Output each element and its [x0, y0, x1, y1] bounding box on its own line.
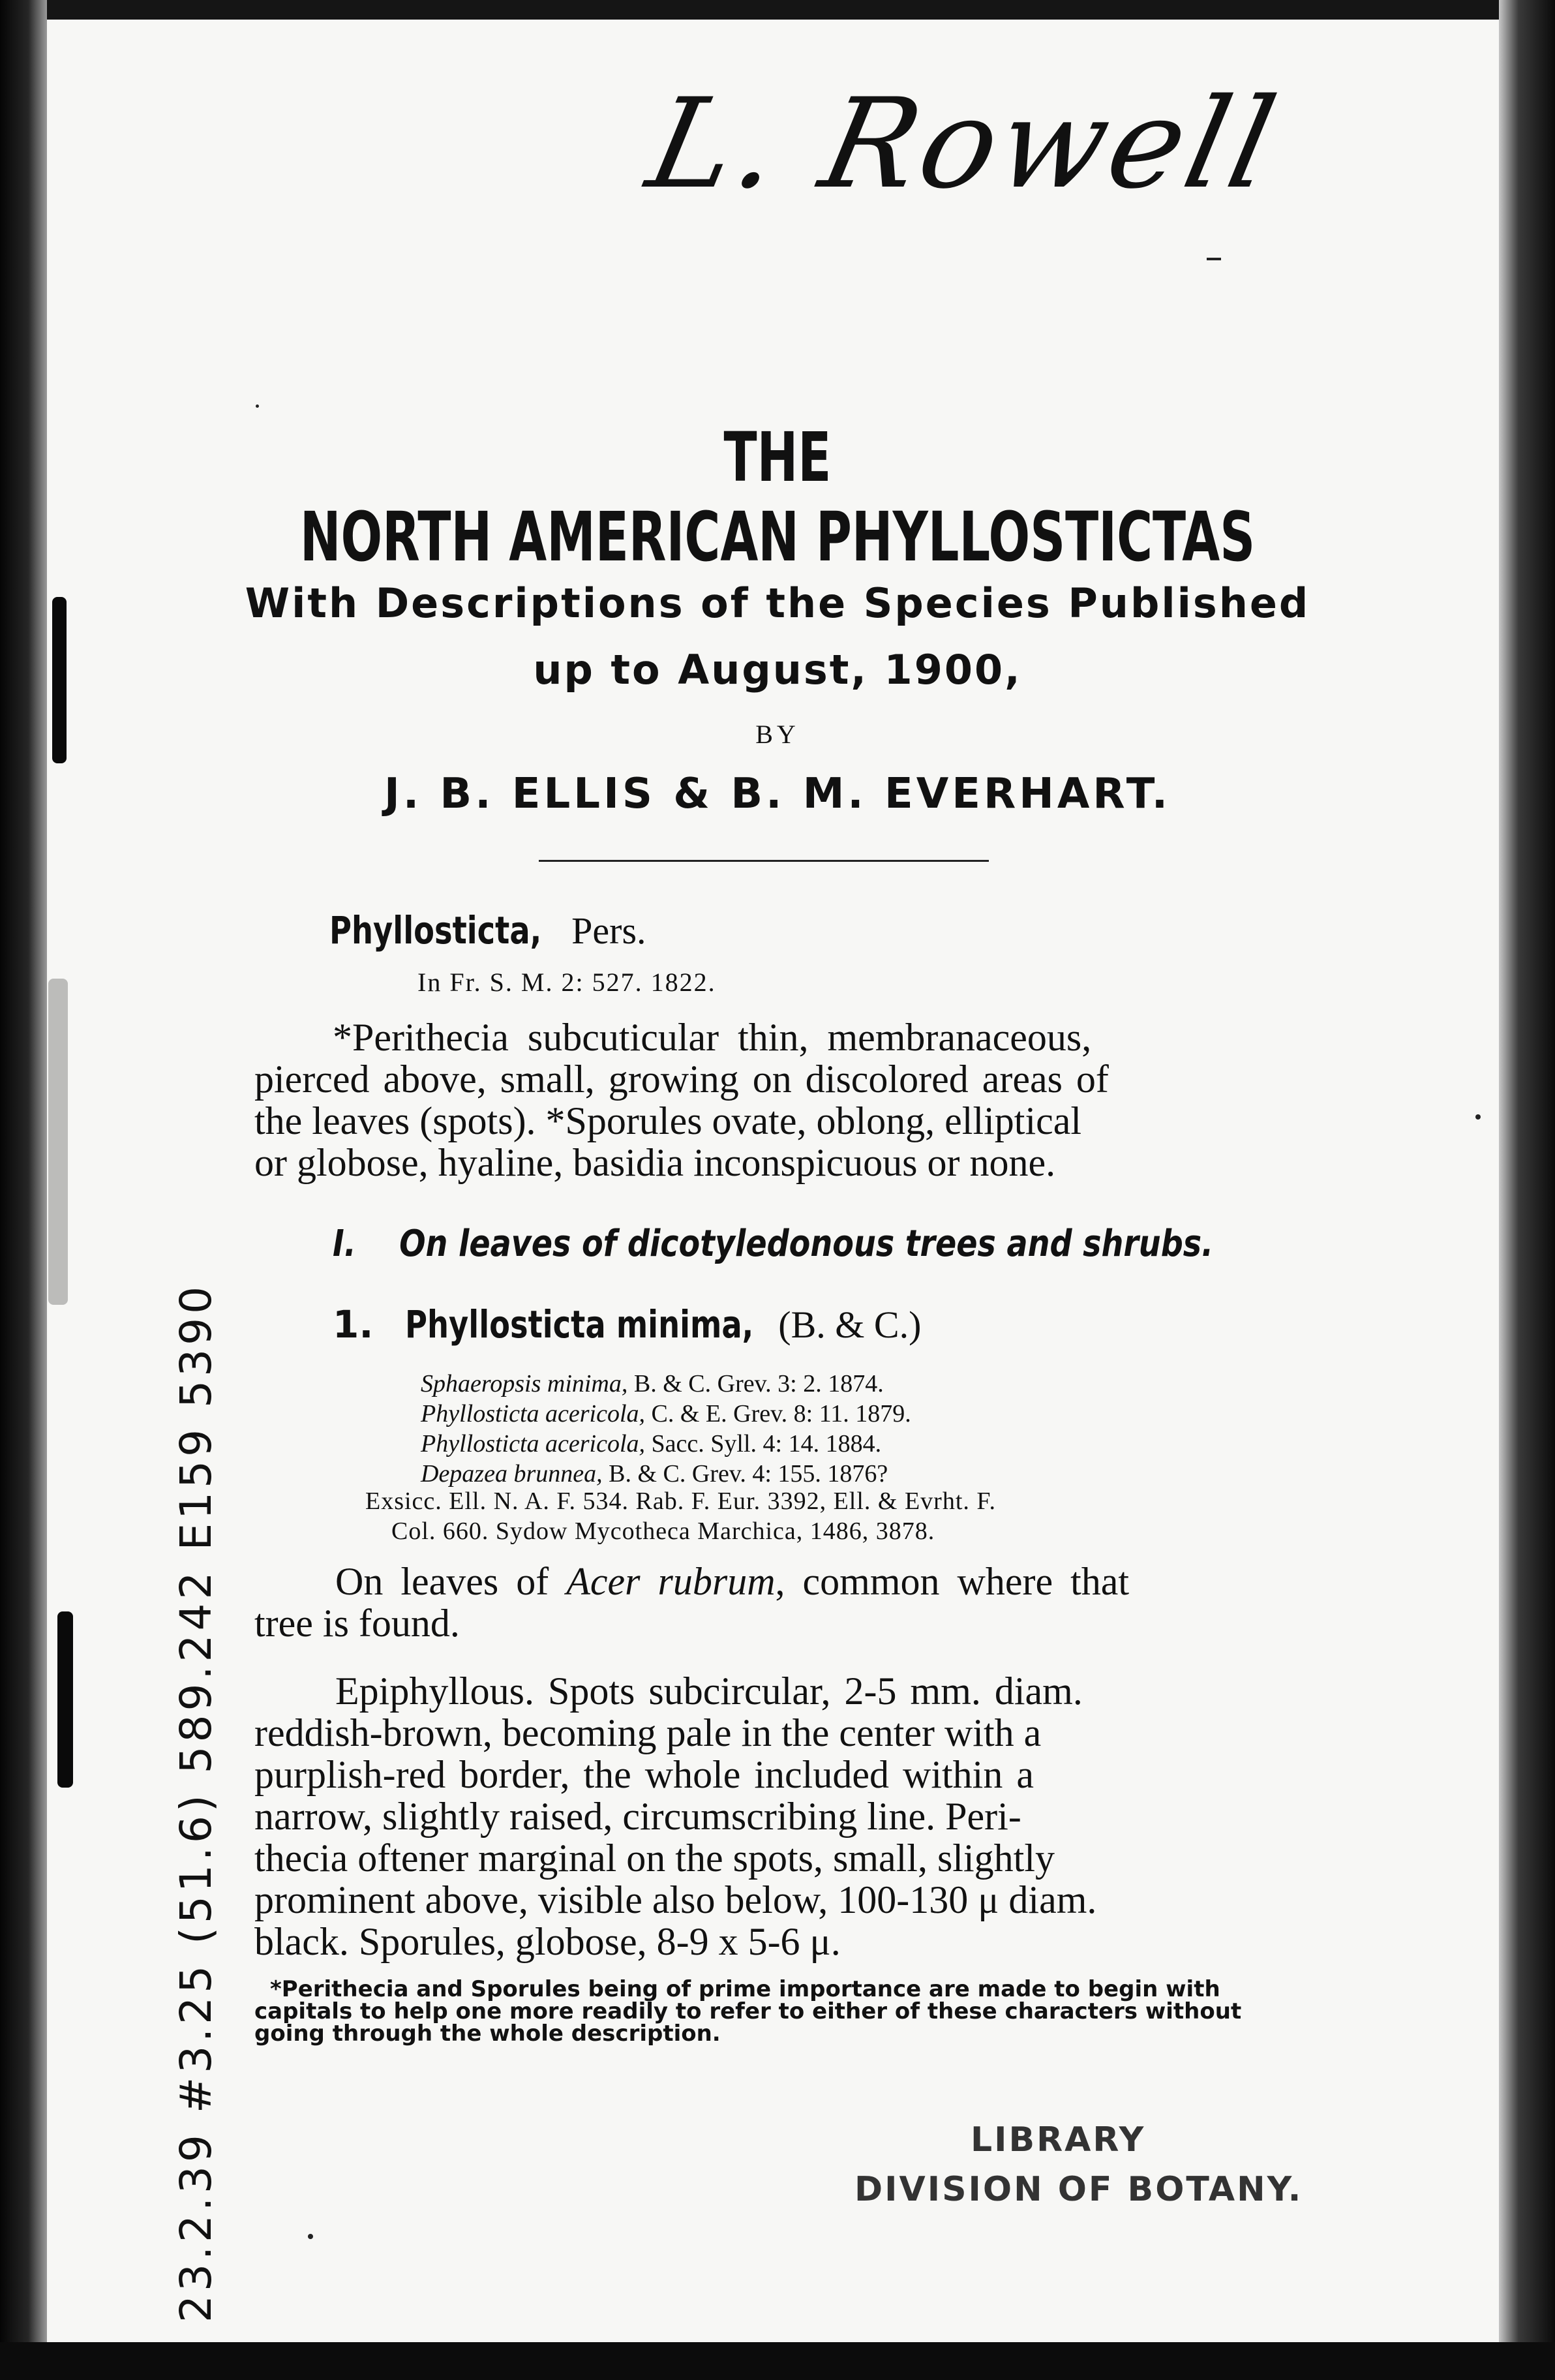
genus-heading — [329, 908, 646, 953]
text-line: purplish-red border, the whole included within a — [254, 1753, 1034, 1796]
text-line: black. Sporules, globose, 8-9 x 5-6 μ. — [254, 1920, 841, 1963]
stray-mark — [308, 2234, 313, 2239]
binding-mark — [48, 979, 68, 1305]
handwritten-signature: L. Rowell — [637, 72, 1291, 216]
synonym: Phyllosticta acericola, C. & E. Grev. 8: 11. 1879. — [421, 1400, 911, 1427]
footnote-line: going through the whole description. — [254, 2021, 721, 2047]
scan-right-edge — [1499, 0, 1555, 2380]
genus-reference: In Fr. S. M. 2: 527. 1822. — [417, 968, 716, 997]
divider — [539, 860, 989, 862]
text-line: or globose, hyaline, basidia inconspicuous or none. — [254, 1141, 1056, 1184]
text-line: reddish-brown, becoming pale in the center with a — [254, 1711, 1042, 1754]
subtitle-line-1: With Descriptions of the Species Published — [245, 579, 1310, 627]
page-title: NORTH AMERICAN PHYLLOSTICTAS — [299, 497, 1256, 577]
stray-mark — [1207, 258, 1221, 260]
species-name: Phyllosticta minima, — [404, 1302, 754, 1347]
stamp-line-2: DIVISION OF BOTANY. — [854, 2170, 1303, 2209]
species-heading — [333, 1302, 921, 1347]
footnote-line: *Perithecia and Sporules being of prime importance are made to begin with — [270, 1976, 1220, 2002]
stray-mark — [256, 404, 259, 408]
text-line: *Perithecia subcuticular thin, membranaceous, — [333, 1016, 1092, 1059]
footnote-line: capitals to help one more readily to refer to either of these characters without — [254, 1998, 1242, 2024]
section-heading: I. On leaves of dicotyledonous trees and shrubs. — [333, 1223, 1214, 1265]
text-line: narrow, slightly raised, circumscribing line. Peri- — [254, 1795, 1021, 1838]
text-line: the leaves (spots). *Sporules ovate, oblong, elliptical — [254, 1099, 1082, 1142]
stamp-line-1: LIBRARY — [971, 2120, 1146, 2159]
stray-mark — [1475, 1114, 1481, 1120]
genus-description — [254, 1016, 1109, 1183]
text-line: thecia oftener marginal on the spots, small, slightly — [254, 1837, 1055, 1880]
text-line: Epiphyllous. Spots subcircular, 2-5 mm. diam. — [335, 1670, 1083, 1713]
byline: BY — [755, 720, 800, 749]
synonym: Sphaeropsis minima, B. & C. Grev. 3: 2. 1874. — [421, 1370, 884, 1397]
genus-name: Phyllosticta, — [329, 908, 542, 953]
scan-bottom-edge — [0, 2342, 1555, 2380]
scan-left-edge — [0, 0, 47, 2380]
binding-mark — [57, 1611, 73, 1788]
handwritten-call-number: 23.2.39 #3.25 (51.6) 589.242 E159 5390 — [171, 1282, 221, 2323]
genus-author: Pers. — [571, 909, 646, 952]
text-line: pierced above, small, growing on discolored areas of — [254, 1058, 1109, 1101]
synonym-list — [421, 1369, 911, 1489]
footnote — [254, 1978, 1241, 2045]
exsiccatae — [365, 1486, 996, 1546]
text-line: On leaves of Acer rubrum, common where that — [335, 1560, 1130, 1603]
text-line: tree is found. — [254, 1602, 460, 1645]
synonym: Phyllosticta acericola, Sacc. Syll. 4: 14. 1884. — [421, 1430, 882, 1457]
text-line: Exsicc. Ell. N. A. F. 534. Rab. F. Eur. 3392, Ell. & Evrht. F. — [365, 1488, 996, 1515]
title-the: THE — [723, 418, 832, 497]
text-line: prominent above, visible also below, 100-130 μ diam. — [254, 1878, 1097, 1921]
authors: J. B. ELLIS & B. M. EVERHART. — [384, 770, 1171, 818]
species-authority: (B. & C.) — [778, 1304, 922, 1346]
synonym: Depazea brunnea, B. & C. Grev. 4: 155. 1876? — [421, 1460, 888, 1488]
text-line: Col. 660. Sydow Mycotheca Marchica, 1486, 3878. — [391, 1518, 935, 1545]
host-name: Acer rubrum — [566, 1560, 776, 1603]
species-description — [254, 1670, 1096, 1962]
species-number: 1. — [333, 1302, 374, 1347]
habitat — [254, 1561, 1129, 1644]
subtitle-line-2: up to August, 1900, — [533, 646, 1022, 694]
